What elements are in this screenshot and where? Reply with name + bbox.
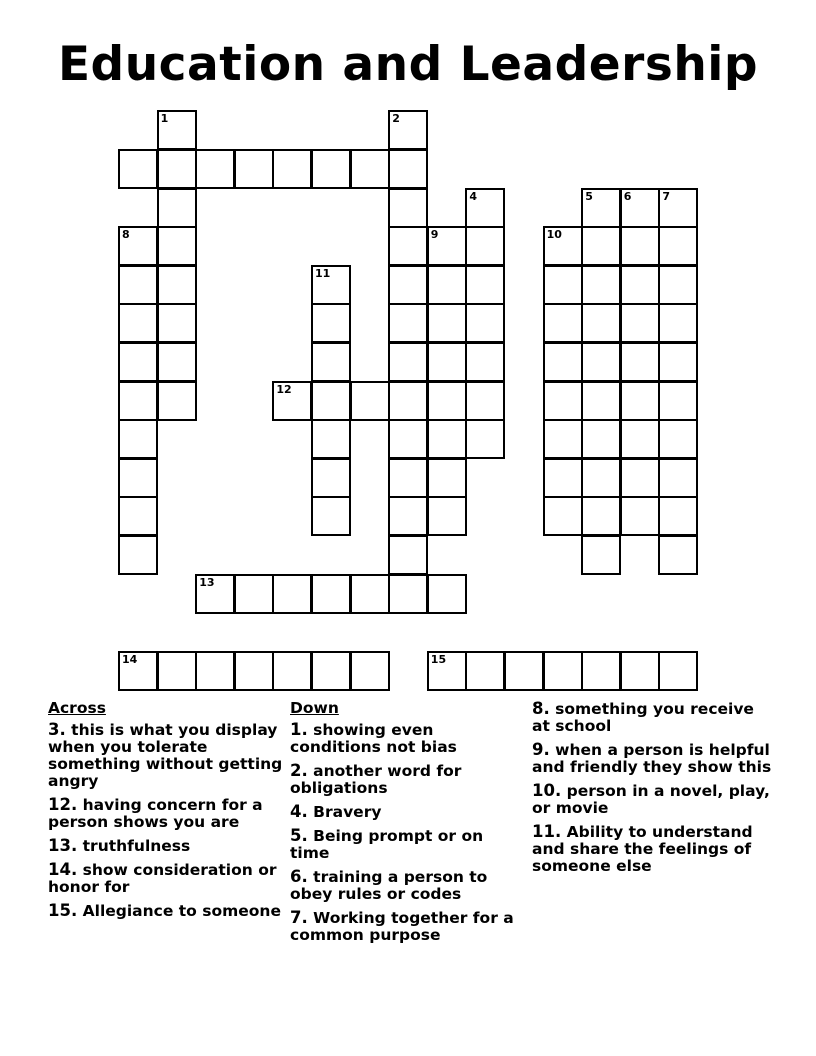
clue-text: Working together for a common purpose — [290, 909, 514, 944]
grid-cell-15[interactable] — [427, 651, 467, 691]
clue-text: when a person is helpful and friendly they show this — [532, 741, 772, 776]
clue-text: training a person to obey rules or codes — [290, 868, 488, 903]
grid-cell[interactable] — [581, 342, 621, 382]
clue-text: Being prompt or on time — [290, 827, 484, 862]
grid-cell[interactable] — [543, 651, 583, 691]
grid-cell[interactable] — [581, 535, 621, 575]
across-heading: Across — [48, 699, 106, 717]
grid-cell[interactable] — [427, 381, 467, 421]
grid-cell[interactable] — [311, 458, 351, 498]
grid-cell[interactable] — [157, 651, 197, 691]
clue-text: truthfulness — [82, 837, 191, 855]
grid-cell[interactable] — [543, 342, 583, 382]
grid-cell[interactable] — [658, 381, 698, 421]
grid-cell-10[interactable] — [543, 226, 583, 266]
clue-number: 8. — [532, 699, 550, 718]
clue-number: 14. — [48, 860, 78, 879]
clue-number: 3. — [48, 720, 66, 739]
clue-down — [290, 827, 515, 862]
grid-cell[interactable] — [272, 149, 312, 189]
grid-cell-5[interactable] — [581, 188, 621, 228]
clue-number: 10. — [532, 781, 562, 800]
grid-cell-6[interactable] — [620, 188, 660, 228]
grid-cell[interactable] — [388, 381, 428, 421]
clue-number-label: 7 — [662, 189, 671, 203]
clue-number: 6. — [290, 867, 308, 886]
grid-cell-12[interactable] — [272, 381, 312, 421]
grid-cell-13[interactable] — [195, 574, 235, 614]
grid-cell[interactable] — [118, 381, 158, 421]
down-clues-continued — [532, 700, 772, 881]
grid-cell[interactable] — [581, 303, 621, 343]
clue-text: something you receive at school — [532, 700, 754, 735]
grid-cell[interactable] — [543, 265, 583, 305]
grid-cell[interactable] — [195, 149, 235, 189]
clue-down — [532, 741, 772, 776]
grid-cell[interactable] — [658, 458, 698, 498]
clue-down — [290, 721, 515, 756]
clue-number-label: 12 — [276, 382, 292, 396]
grid-cell[interactable] — [465, 226, 505, 266]
grid-cell[interactable] — [350, 651, 390, 691]
grid-cell[interactable] — [118, 342, 158, 382]
grid-cell[interactable] — [620, 381, 660, 421]
grid-cell-2[interactable] — [388, 110, 428, 150]
clue-number-label: 10 — [546, 228, 562, 242]
clue-number: 5. — [290, 826, 308, 845]
grid-cell-9[interactable] — [427, 226, 467, 266]
grid-cell[interactable] — [234, 149, 274, 189]
grid-cell[interactable] — [388, 458, 428, 498]
across-clues — [48, 700, 283, 926]
grid-cell[interactable] — [504, 651, 544, 691]
grid-cell[interactable] — [388, 226, 428, 266]
grid-cell[interactable] — [465, 651, 505, 691]
clue-number-label: 2 — [392, 112, 400, 126]
grid-cell[interactable] — [427, 419, 467, 459]
grid-cell[interactable] — [388, 149, 428, 189]
grid-cell[interactable] — [118, 496, 158, 536]
grid-cell[interactable] — [658, 419, 698, 459]
grid-cell[interactable] — [272, 574, 312, 614]
clue-across — [48, 721, 283, 790]
grid-cell[interactable] — [350, 381, 390, 421]
clue-down — [532, 823, 772, 875]
grid-cell[interactable] — [388, 496, 428, 536]
grid-cell[interactable] — [311, 342, 351, 382]
clue-down — [290, 803, 515, 821]
grid-cell[interactable] — [427, 458, 467, 498]
down-heading: Down — [290, 699, 339, 717]
grid-cell[interactable] — [658, 535, 698, 575]
grid-cell[interactable] — [620, 651, 660, 691]
clue-number: 15. — [48, 901, 78, 920]
grid-cell[interactable] — [118, 535, 158, 575]
grid-cell[interactable] — [157, 342, 197, 382]
grid-cell[interactable] — [311, 149, 351, 189]
grid-cell[interactable] — [427, 496, 467, 536]
grid-cell[interactable] — [581, 226, 621, 266]
grid-cell[interactable] — [157, 226, 197, 266]
grid-cell[interactable] — [581, 381, 621, 421]
grid-cell[interactable] — [157, 381, 197, 421]
clue-number: 9. — [532, 740, 550, 759]
grid-cell[interactable] — [620, 496, 660, 536]
grid-cell[interactable] — [118, 265, 158, 305]
grid-cell-1[interactable] — [157, 110, 197, 150]
grid-cell[interactable] — [427, 342, 467, 382]
grid-cell[interactable] — [311, 574, 351, 614]
clue-across — [48, 902, 283, 920]
grid-cell[interactable] — [581, 651, 621, 691]
clue-number: 11. — [532, 822, 562, 841]
grid-cell-8[interactable] — [118, 226, 158, 266]
grid-cell[interactable] — [465, 342, 505, 382]
grid-cell[interactable] — [465, 303, 505, 343]
grid-cell[interactable] — [311, 496, 351, 536]
clue-down — [290, 762, 515, 797]
grid-cell[interactable] — [157, 303, 197, 343]
grid-cell[interactable] — [234, 574, 274, 614]
grid-cell[interactable] — [581, 496, 621, 536]
grid-cell[interactable] — [388, 188, 428, 228]
clue-number-label: 1 — [160, 112, 169, 126]
grid-cell[interactable] — [427, 265, 467, 305]
grid-cell[interactable] — [118, 303, 158, 343]
clue-number: 4. — [290, 802, 308, 821]
grid-cell-7[interactable] — [658, 188, 698, 228]
clue-text: person in a novel, play, or movie — [532, 782, 770, 817]
grid-cell[interactable] — [311, 381, 351, 421]
grid-cell[interactable] — [234, 651, 274, 691]
clue-number: 13. — [48, 836, 78, 855]
grid-cell[interactable] — [658, 265, 698, 305]
clue-text: Bravery — [313, 803, 382, 821]
grid-cell[interactable] — [543, 303, 583, 343]
clue-text: Ability to understand and share the feelings of someone else — [532, 823, 753, 875]
clue-across — [48, 837, 283, 855]
clue-text: having concern for a person shows you are — [48, 796, 263, 831]
grid-cell[interactable] — [465, 419, 505, 459]
grid-cell[interactable] — [157, 149, 197, 189]
grid-cell[interactable] — [388, 419, 428, 459]
clue-down — [532, 700, 772, 735]
clue-number-label: 13 — [199, 575, 215, 589]
grid-cell[interactable] — [620, 303, 660, 343]
grid-cell[interactable] — [118, 149, 158, 189]
grid-cell[interactable] — [658, 651, 698, 691]
grid-cell[interactable] — [465, 265, 505, 305]
clue-across — [48, 796, 283, 831]
down-clues — [290, 700, 515, 950]
grid-cell[interactable] — [620, 419, 660, 459]
grid-cell[interactable] — [620, 265, 660, 305]
grid-cell[interactable] — [388, 303, 428, 343]
grid-cell[interactable] — [620, 342, 660, 382]
grid-cell[interactable] — [581, 419, 621, 459]
grid-cell[interactable] — [581, 458, 621, 498]
grid-cell[interactable] — [311, 303, 351, 343]
clue-number-label: 4 — [469, 189, 478, 203]
grid-cell[interactable] — [658, 342, 698, 382]
clue-number-label: 11 — [315, 266, 331, 280]
grid-cell-14[interactable] — [118, 651, 158, 691]
grid-cell[interactable] — [118, 458, 158, 498]
grid-cell[interactable] — [118, 419, 158, 459]
clue-down — [290, 909, 515, 944]
grid-cell[interactable] — [543, 381, 583, 421]
clue-text: another word for obligations — [290, 762, 462, 797]
clue-number-label: 15 — [430, 652, 447, 666]
grid-cell[interactable] — [195, 651, 235, 691]
clue-number-label: 8 — [122, 228, 130, 242]
clue-number: 7. — [290, 908, 308, 927]
clue-number-label: 9 — [430, 228, 439, 242]
grid-cell[interactable] — [465, 381, 505, 421]
grid-cell[interactable] — [543, 496, 583, 536]
grid-cell[interactable] — [388, 265, 428, 305]
clue-text: showing even conditions not bias — [290, 721, 457, 756]
grid-cell[interactable] — [543, 458, 583, 498]
grid-cell[interactable] — [658, 496, 698, 536]
grid-cell[interactable] — [388, 574, 428, 614]
clue-number-label: 14 — [122, 652, 138, 666]
grid-cell[interactable] — [350, 574, 390, 614]
clue-number-label: 6 — [623, 189, 632, 203]
grid-cell[interactable] — [388, 342, 428, 382]
clue-down — [290, 868, 515, 903]
clue-down — [532, 782, 772, 817]
grid-cell[interactable] — [427, 574, 467, 614]
clue-text: this is what you display when you tolerate something without getting angry — [48, 721, 283, 790]
grid-cell[interactable] — [658, 226, 698, 266]
clue-across — [48, 861, 283, 896]
grid-cell[interactable] — [388, 535, 428, 575]
clue-text: show consideration or honor for — [48, 861, 277, 896]
page-title: Education and Leadership — [57, 37, 759, 92]
grid-cell[interactable] — [272, 651, 312, 691]
grid-cell[interactable] — [427, 303, 467, 343]
grid-cell[interactable] — [311, 651, 351, 691]
grid-cell-4[interactable] — [465, 188, 505, 228]
clue-text: Allegiance to someone — [82, 902, 281, 920]
grid-cell[interactable] — [620, 458, 660, 498]
grid-cell[interactable] — [157, 265, 197, 305]
clue-number: 1. — [290, 720, 308, 739]
grid-cell-11[interactable] — [311, 265, 351, 305]
grid-cell[interactable] — [157, 188, 197, 228]
grid-cell[interactable] — [581, 265, 621, 305]
grid-cell[interactable] — [658, 303, 698, 343]
clue-number: 2. — [290, 761, 308, 780]
grid-cell[interactable] — [350, 149, 390, 189]
grid-cell[interactable] — [543, 419, 583, 459]
clue-number-label: 5 — [585, 189, 593, 203]
clue-number: 12. — [48, 795, 78, 814]
grid-cell[interactable] — [620, 226, 660, 266]
grid-cell[interactable] — [311, 419, 351, 459]
